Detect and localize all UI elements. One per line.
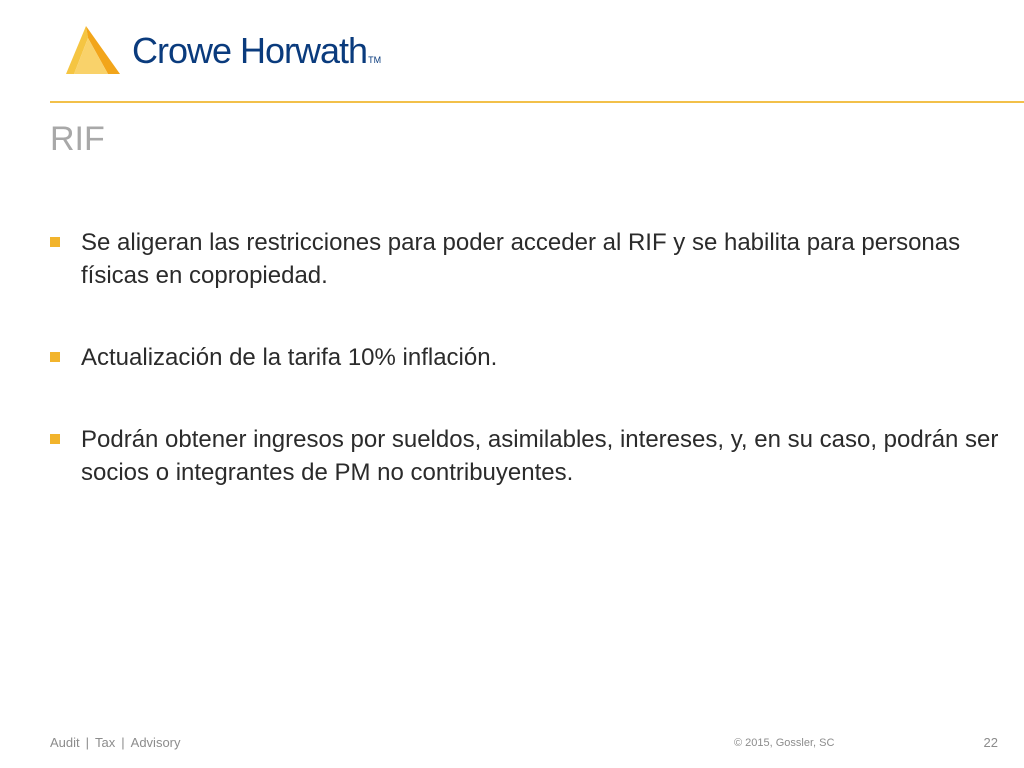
footer-separator: | — [121, 735, 125, 750]
slide-title: RIF — [50, 120, 105, 158]
square-bullet-icon — [50, 352, 60, 362]
logo — [66, 26, 396, 78]
bullet-text: Podrán obtener ingresos por sueldos, asimilables, intereses, y, en su caso, podrán ser socios o integrantes de PM no contribuyentes. — [81, 426, 999, 486]
logo-wordmark — [132, 30, 381, 72]
footer-service-advisory: Advisory — [130, 735, 181, 750]
bullet-item — [50, 341, 1010, 374]
footer-separator: | — [85, 735, 90, 750]
bullet-item — [50, 226, 1010, 292]
footer-copyright: © 2015, Gossler, SC — [734, 737, 835, 749]
square-bullet-icon — [50, 237, 60, 247]
square-bullet-icon — [50, 434, 60, 444]
bullet-text: Actualización de la tarifa 10% inflación. — [81, 344, 498, 371]
logo-text: Crowe Horwath — [132, 30, 368, 71]
footer-service-audit: Audit — [50, 735, 80, 750]
header-divider — [50, 101, 1024, 103]
bullet-text: Se aligeran las restricciones para poder acceder al RIF y se habilita para personas físicas en copropiedad. — [81, 229, 961, 289]
footer-services — [50, 735, 181, 750]
bullet-item — [50, 423, 1010, 489]
logo-trademark: TM — [368, 55, 382, 65]
crowe-horwath-logo-icon — [66, 26, 122, 76]
footer-service-tax: Tax — [95, 735, 116, 750]
page-number: 22 — [983, 735, 998, 750]
bullet-list — [50, 226, 1010, 489]
